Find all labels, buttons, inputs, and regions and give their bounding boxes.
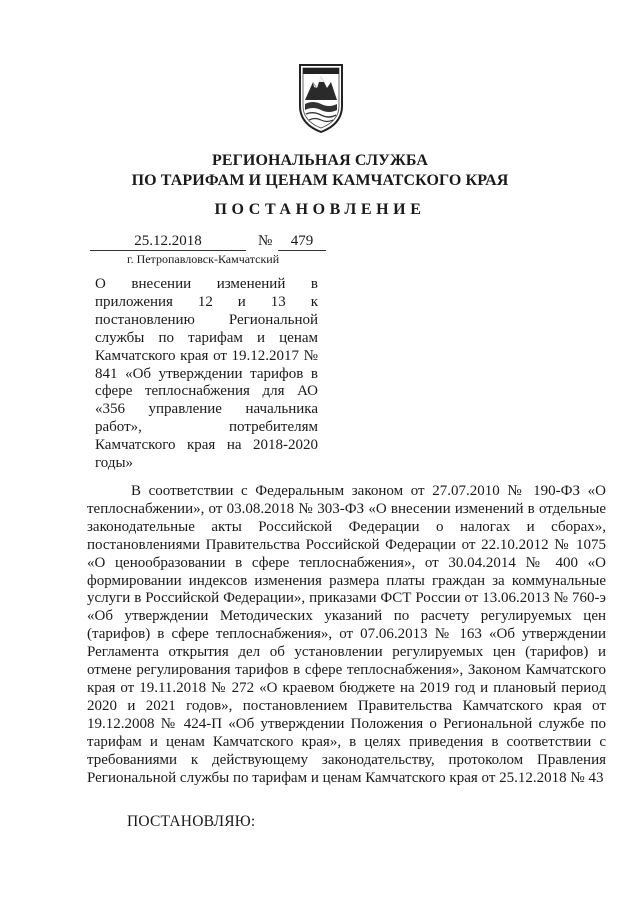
document-subject: О внесении изменений в приложения 12 и 13 к постановлению Региональной службы по тарифам и ценам Камчатского края от 19.12.2017 № 841 «Об утверждении тарифов в сфере теплоснабжения для АО «356 управление начальника работ», потребителям Камчатского края на 2018-2020 годы» [95, 276, 318, 472]
document-date: 25.12.2018 [90, 233, 246, 251]
decree-word: ПОСТАНОВЛЯЮ: [127, 813, 256, 830]
document-number: 479 [278, 233, 326, 251]
document-type-title: ПОСТАНОВЛЕНИЕ [214, 201, 426, 218]
preamble-paragraph: В соответствии с Федеральным законом от 27.07.2010 № 190-ФЗ «О теплоснабжении», от 03.08.2018 № 303-ФЗ «О внесении изменений в отдельные законодательные акты Российской Федерации о налогах и сборах», постановлениями Правительства Российской Федерации от 22.10.2012 № 1075 «О ценообразовании в сфере теплоснабжения», от 30.04.2014 № 400 «О формировании индексов изменения размера платы граждан за коммунальные услуги в Российской Федерации», приказами ФСТ России от 13.06.2013 № 760-э «Об утверждении Методических указаний по расчету регулируемых цен (тарифов) в сфере теплоснабжения», от 07.06.2013 № 163 «Об утверждении Регламента открытия дел об установлении регулируемых цен (тарифов) и отмене регулирования тарифов в сфере теплоснабжения», Законом Камчатского края от 19.11.2018 № 272 «О краевом бюджете на 2019 год и плановый период 2020 и 2021 годов», постановлением Правительства Камчатского края от 19.12.2008 № 424-П «Об утверждении Положения о Региональной службе по тарифам и ценам Камчатского края», в целях приведения в соответствии с требованиями к действующему законодательству, протоколом Правления Региональной службы по тарифам и ценам Камчатского края от 25.12.2018 № 43 [87, 483, 606, 786]
organization-name-line1: РЕГИОНАЛЬНАЯ СЛУЖБА [211, 152, 429, 169]
coat-of-arms-icon [297, 62, 345, 134]
organization-name-line2: ПО ТАРИФАМ И ЦЕНАМ КАМЧАТСКОГО КРАЯ [131, 172, 509, 189]
number-sign: № [258, 233, 273, 249]
city-name: г. Петропавловск-Камчатский [127, 252, 280, 266]
